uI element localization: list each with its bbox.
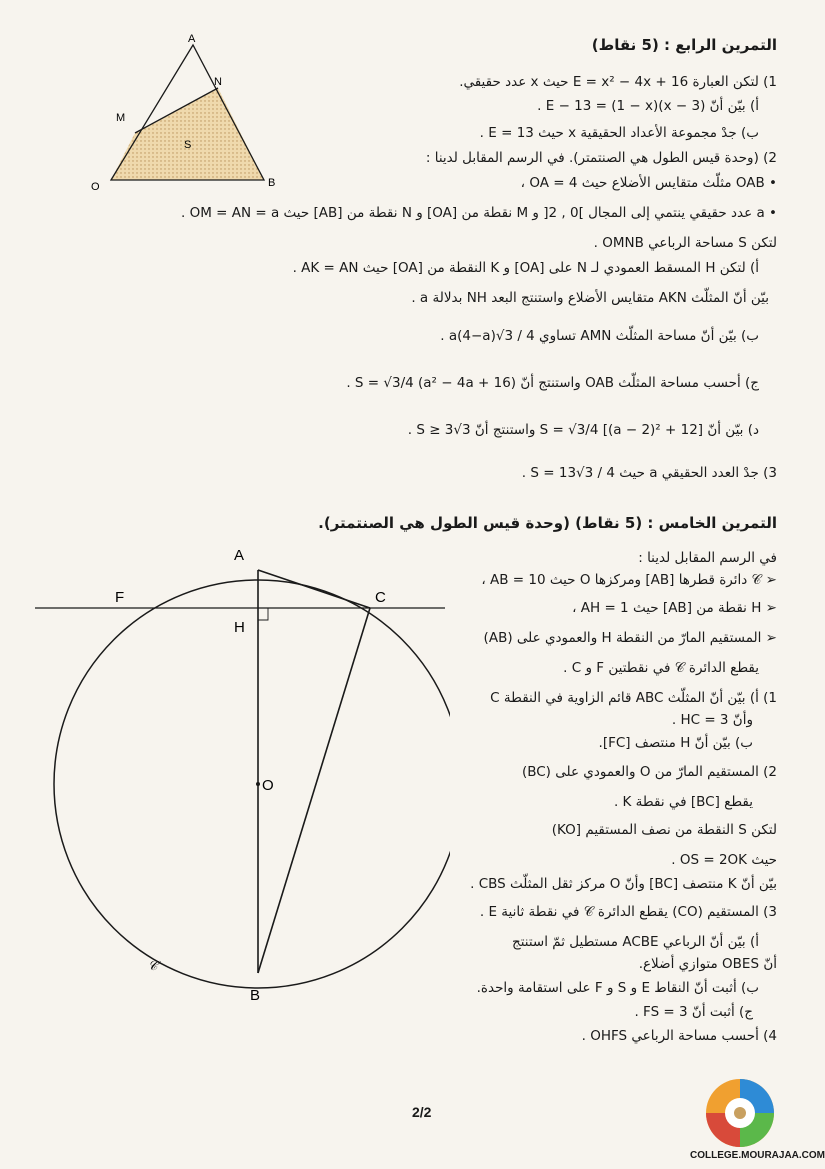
ex4-q1: 1) لتكن العبارة E = x² − 4x + 16 حيث x عدد حقيقي. [459,74,777,90]
label-b2: B [250,987,261,1004]
ex5-item3b: يقطع الدائرة 𝒞 في نقطتين F و C . [563,660,759,676]
ex5-item3: ➢ المستقيم المارّ من النقطة H والعمودي على (AB) [483,630,777,646]
ex4-q2a2: بيّن أنّ المثلّث AKN متقايس الأضلاع واستنتج البعد NH بدلالة a . [411,290,769,306]
label-circle: 𝒞 [148,958,158,973]
ex4-q1a: أ) بيّن أنّ (3 − x)(1 − x) = E − 13 . [537,98,759,114]
ex4-q1b: ب) جدْ مجموعة الأعداد الحقيقية x حيث E = 13 . [479,125,759,141]
quadrilateral-omnb [111,88,264,180]
label-c: C [375,589,386,606]
label-o2: O [262,777,274,794]
label-h: H [234,619,245,636]
ex5-q2: 2) المستقيم المارّ من O والعمودي على (BC) [521,764,777,780]
ex4-q3: 3) جدْ العدد الحقيقي a حيث S = 13√3 / 4 . [521,465,777,481]
label-a2: A [234,547,245,564]
ex4-q2-bullet1: • OAB مثلّث متقايس الأضلاع حيث OA = 4 ، [520,175,777,191]
label-a: A [188,33,196,45]
ex5-q3: 3) المستقيم (CO) يقطع الدائرة 𝒞 في نقطة ثانية E . [479,904,777,920]
ex4-q2a: أ) لتكن H المسقط العمودي لـ N على [OA] و K النقطة من [OA] حيث AK = AN . [292,260,759,276]
label-f: F [115,589,125,606]
ex5-q3a: أ) بيّن أنّ الرباعي ACBE مستطيل ثمّ استنتج [511,934,759,950]
ex5-q3a2: أنّ OBES متوازي أضلاع. [638,956,777,972]
ex5-title: التمرين الخامس : (5 نقاط) (وحدة قيس الطول هي الصنتمتر). [318,514,777,532]
right-angle-h [258,608,268,620]
ex5-q3c: ج) أثبت أنّ FS = 3 . [634,1004,753,1020]
ex5-q1b: ب) بيّن أنّ H منتصف [FC]. [598,735,753,751]
label-s: S [184,139,192,151]
ex5-q2d: حيث OS = 2OK . [671,852,777,868]
page-number: 2/2 [412,1104,432,1120]
ex5-q2c: لتكن S النقطة من نصف المستقيم [KO) [551,822,777,838]
ex5-item2: ➢ H نقطة من [AB] حيث AH = 1 ، [572,600,777,616]
ex5-intro: في الرسم المقابل لدينا : [638,550,777,566]
ex4-q2-s: لتكن S مساحة الرباعي OMNB . [593,235,777,251]
ex4-q2: 2) (وحدة قيس الطول هي الصنتمتر). في الرسم المقابل لدينا : [425,150,777,166]
ex5-q1a: 1) أ) بيّن أنّ المثلّث ABC قائم الزاوية في النقطة C [490,690,777,706]
ex5-q2e: بيّن أنّ K منتصف [BC] وأنّ O مركز ثقل المثلّث CBS . [470,876,777,892]
label-b: B [268,177,276,189]
label-n: N [214,76,222,88]
ex5-q2b: يقطع [BC] في نقطة K . [613,794,753,810]
segment-ac [258,570,370,608]
triangle-figure [88,28,288,198]
ex4-q2-bullet2: • a عدد حقيقي ينتمي إلى المجال ]0 , 2[ و M نقطة من [OA] و N نقطة من [AB] حيث OM = AN = a . [180,205,777,221]
label-o: O [91,181,100,193]
ex5-item1: ➢ 𝒞 دائرة قطرها [AB] ومركزها O حيث AB = 10 ، [481,572,777,588]
ex5-q1a2: وأنّ HC = 3 . [671,712,753,728]
ex5-q4: 4) أحسب مساحة الرباعي OHFS . [581,1028,777,1044]
label-m: M [116,112,126,124]
ex4-title: التمرين الرابع : (5 نقاط) [591,36,777,54]
ex4-q2c: ج) أحسب مساحة المثلّث OAB واستنتج أنّ S = √3/4 (a² − 4a + 16) . [346,375,759,391]
circle-figure [30,540,450,1010]
segment-cb [258,608,370,973]
circle-c [54,580,450,988]
ex5-q3b: ب) أثبت أنّ النقاط E و S و F على استقامة واحدة. [476,980,759,996]
site-url: COLLEGE.MOURAJAA.COM [690,1150,825,1161]
ex4-q2b: ب) بيّن أنّ مساحة المثلّث AMN تساوي a(4−a)√3 / 4 . [440,328,759,344]
point-o [256,782,260,786]
ex4-q2d: د) بيّن أنّ S = √3/4 [(a − 2)² + 12] واستنتج أنّ S ≥ 3√3 . [407,422,759,438]
